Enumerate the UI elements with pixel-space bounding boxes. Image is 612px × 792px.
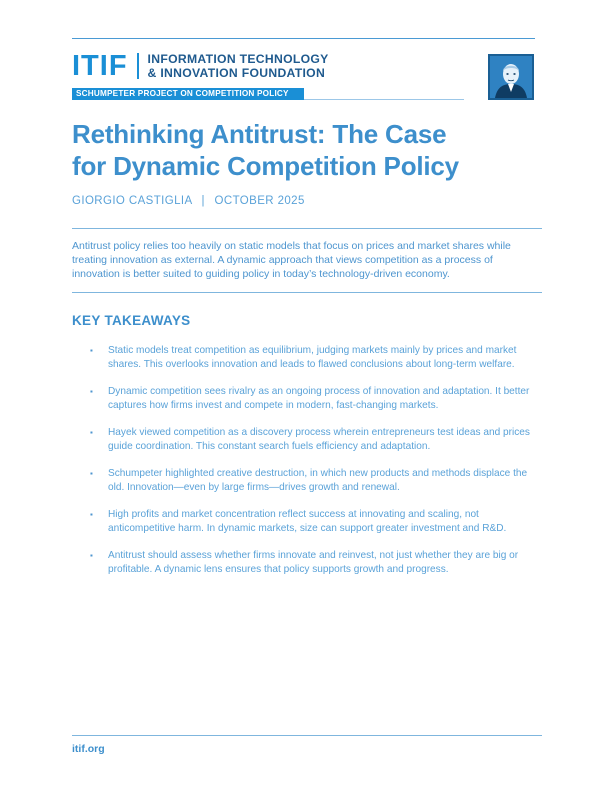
logo-divider [137,53,139,79]
itif-logo[interactable] [72,52,329,80]
organization-name-line2: & INNOVATION FOUNDATION [147,66,326,80]
schumpeter-portrait [488,54,534,100]
bullet-icon: ▪ [90,428,93,437]
key-takeaways-heading: KEY TAKEAWAYS [72,313,191,328]
byline [72,195,305,207]
takeaway-item [90,344,542,372]
footer-rule [72,735,542,736]
bullet-icon: ▪ [90,387,93,396]
takeaway-text: Schumpeter highlighted creative destruction, in which new products and methods displace the old. Innovation—even by large firms—drives growth and renewal. [108,468,528,493]
takeaway-text: Static models treat competition as equilibrium, judging markets mainly by prices and market shares. This overlooks innovation and leads to flawed conclusions about long-term welfare. [108,345,517,370]
takeaway-item [90,467,542,495]
bullet-icon: ▪ [90,510,93,519]
takeaway-item [90,385,542,413]
takeaway-text: Antitrust should assess whether firms innovate and reinvest, not just whether they are big or profitable. A dynamic lens ensures that policy supports growth and progress. [108,550,519,575]
abstract-bottom-rule [72,292,542,293]
abstract-text: Antitrust policy relies too heavily on static models that focus on prices and market shares while treating innovation as external. A dynamic approach that views competition as a process of innovation is better suited to guiding policy in today’s technology-driven economy. [72,240,511,280]
takeaway-item [90,549,542,577]
portrait-icon [490,56,532,98]
takeaway-text: Dynamic competition sees rivalry as an ongoing process of innovation and adaptation. It better captures how firms invest and compete in modern, fast-changing markets. [108,386,530,411]
publication-date: OCTOBER 2025 [214,195,305,207]
footer-site-link[interactable]: itif.org [72,743,105,755]
banner-rule [304,99,464,100]
key-takeaways-list [90,344,542,590]
takeaway-text: High profits and market concentration reflect success at innovating and scaling, not anticompetitive harm. In dynamic markets, size can support greater investment and R&D. [108,509,507,534]
page-title-line1: Rethinking Antitrust: The Case [72,119,447,149]
abstract-top-rule [72,228,542,229]
project-banner: SCHUMPETER PROJECT ON COMPETITION POLICY [72,88,304,100]
byline-separator: | [201,195,205,207]
header-top-rule [72,38,535,39]
takeaway-item [90,508,542,536]
bullet-icon: ▪ [90,346,93,355]
bullet-icon: ▪ [90,469,93,478]
author-name: GIORGIO CASTIGLIA [72,195,192,207]
organization-name-line1: INFORMATION TECHNOLOGY [147,52,329,66]
takeaway-item [90,426,542,454]
page-title-line2: for Dynamic Competition Policy [72,151,459,181]
organization-name [148,52,329,80]
bullet-icon: ▪ [90,551,93,560]
logo-mark: ITIF [72,50,128,82]
takeaway-text: Hayek viewed competition as a discovery process wherein entrepreneurs test ideas and prices guide coordination. This constant search fuels efficiency and adaptation. [108,427,530,452]
page-title [72,118,512,182]
